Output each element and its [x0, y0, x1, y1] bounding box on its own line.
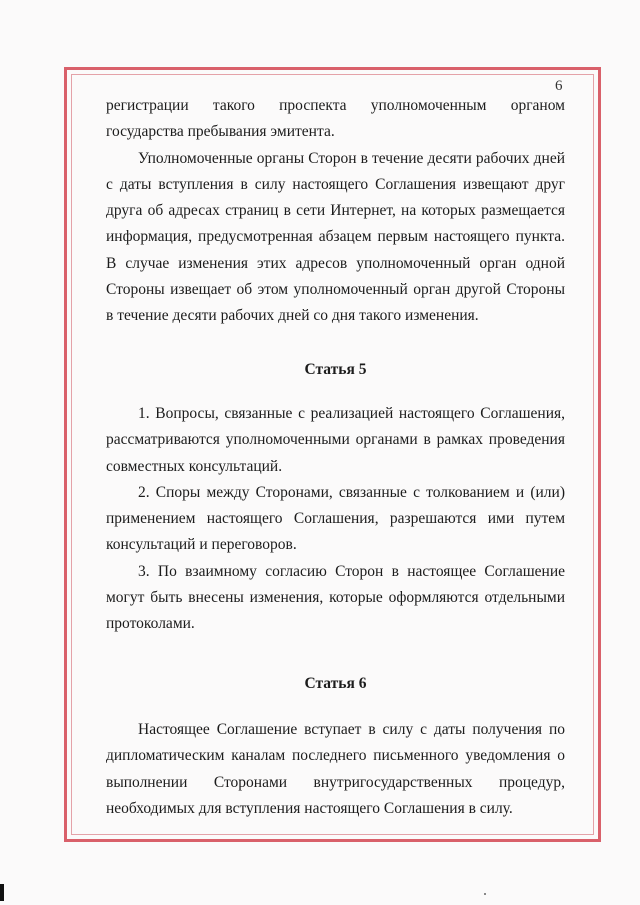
page-number: 6	[555, 78, 563, 94]
scan-speck	[484, 893, 486, 895]
spacer	[106, 383, 565, 401]
article-5-item-1: 1. Вопросы, связанные с реализацией настоящего Соглашения, рассматриваются уполномоченными органами в рамках проведения совместных консультаций.	[106, 404, 565, 475]
article-5-item-2: 2. Споры между Сторонами, связанные с толкованием и (или) применением настоящего Соглашения, разрешаются ими путем консультаций и переговоров.	[106, 483, 565, 554]
article-6-heading: Статья 6	[304, 674, 367, 692]
paragraph-websites: Уполномоченные органы Сторон в течение десяти рабочих дней с даты вступления в силу настоящего Соглашения извещают друг друга об адресах страниц в сети Интернет, на которых размещается информация, предусмотренная абзацем первым настоящего пункта. В случае изменения этих адресов уполномоченный орган одной Стороны извещает об этом уполномоченный орган другой Стороны в течение десяти рабочих дней со дня такого изменения.	[106, 149, 565, 325]
spacer	[106, 330, 565, 357]
scan-edge-mark	[0, 884, 4, 901]
spacer	[106, 638, 565, 671]
article-5-heading: Статья 5	[304, 360, 367, 378]
document-body	[106, 93, 565, 822]
spacer	[106, 697, 565, 717]
article-5-item-3: 3. По взаимному согласию Сторон в настоящее Соглашение могут быть внесены изменения, которые оформляются отдельными протоколами.	[106, 562, 565, 633]
article-6-text: Настоящее Соглашение вступает в силу с даты получения по дипломатическим каналам последнего письменного уведомления о выполнении Сторонами внутригосударственных процедур, необходимых для вступления настоящего Соглашения в силу.	[106, 720, 565, 817]
paragraph-continuation: регистрации такого проспекта уполномоченным органом государства пребывания эмитента.	[106, 97, 565, 141]
